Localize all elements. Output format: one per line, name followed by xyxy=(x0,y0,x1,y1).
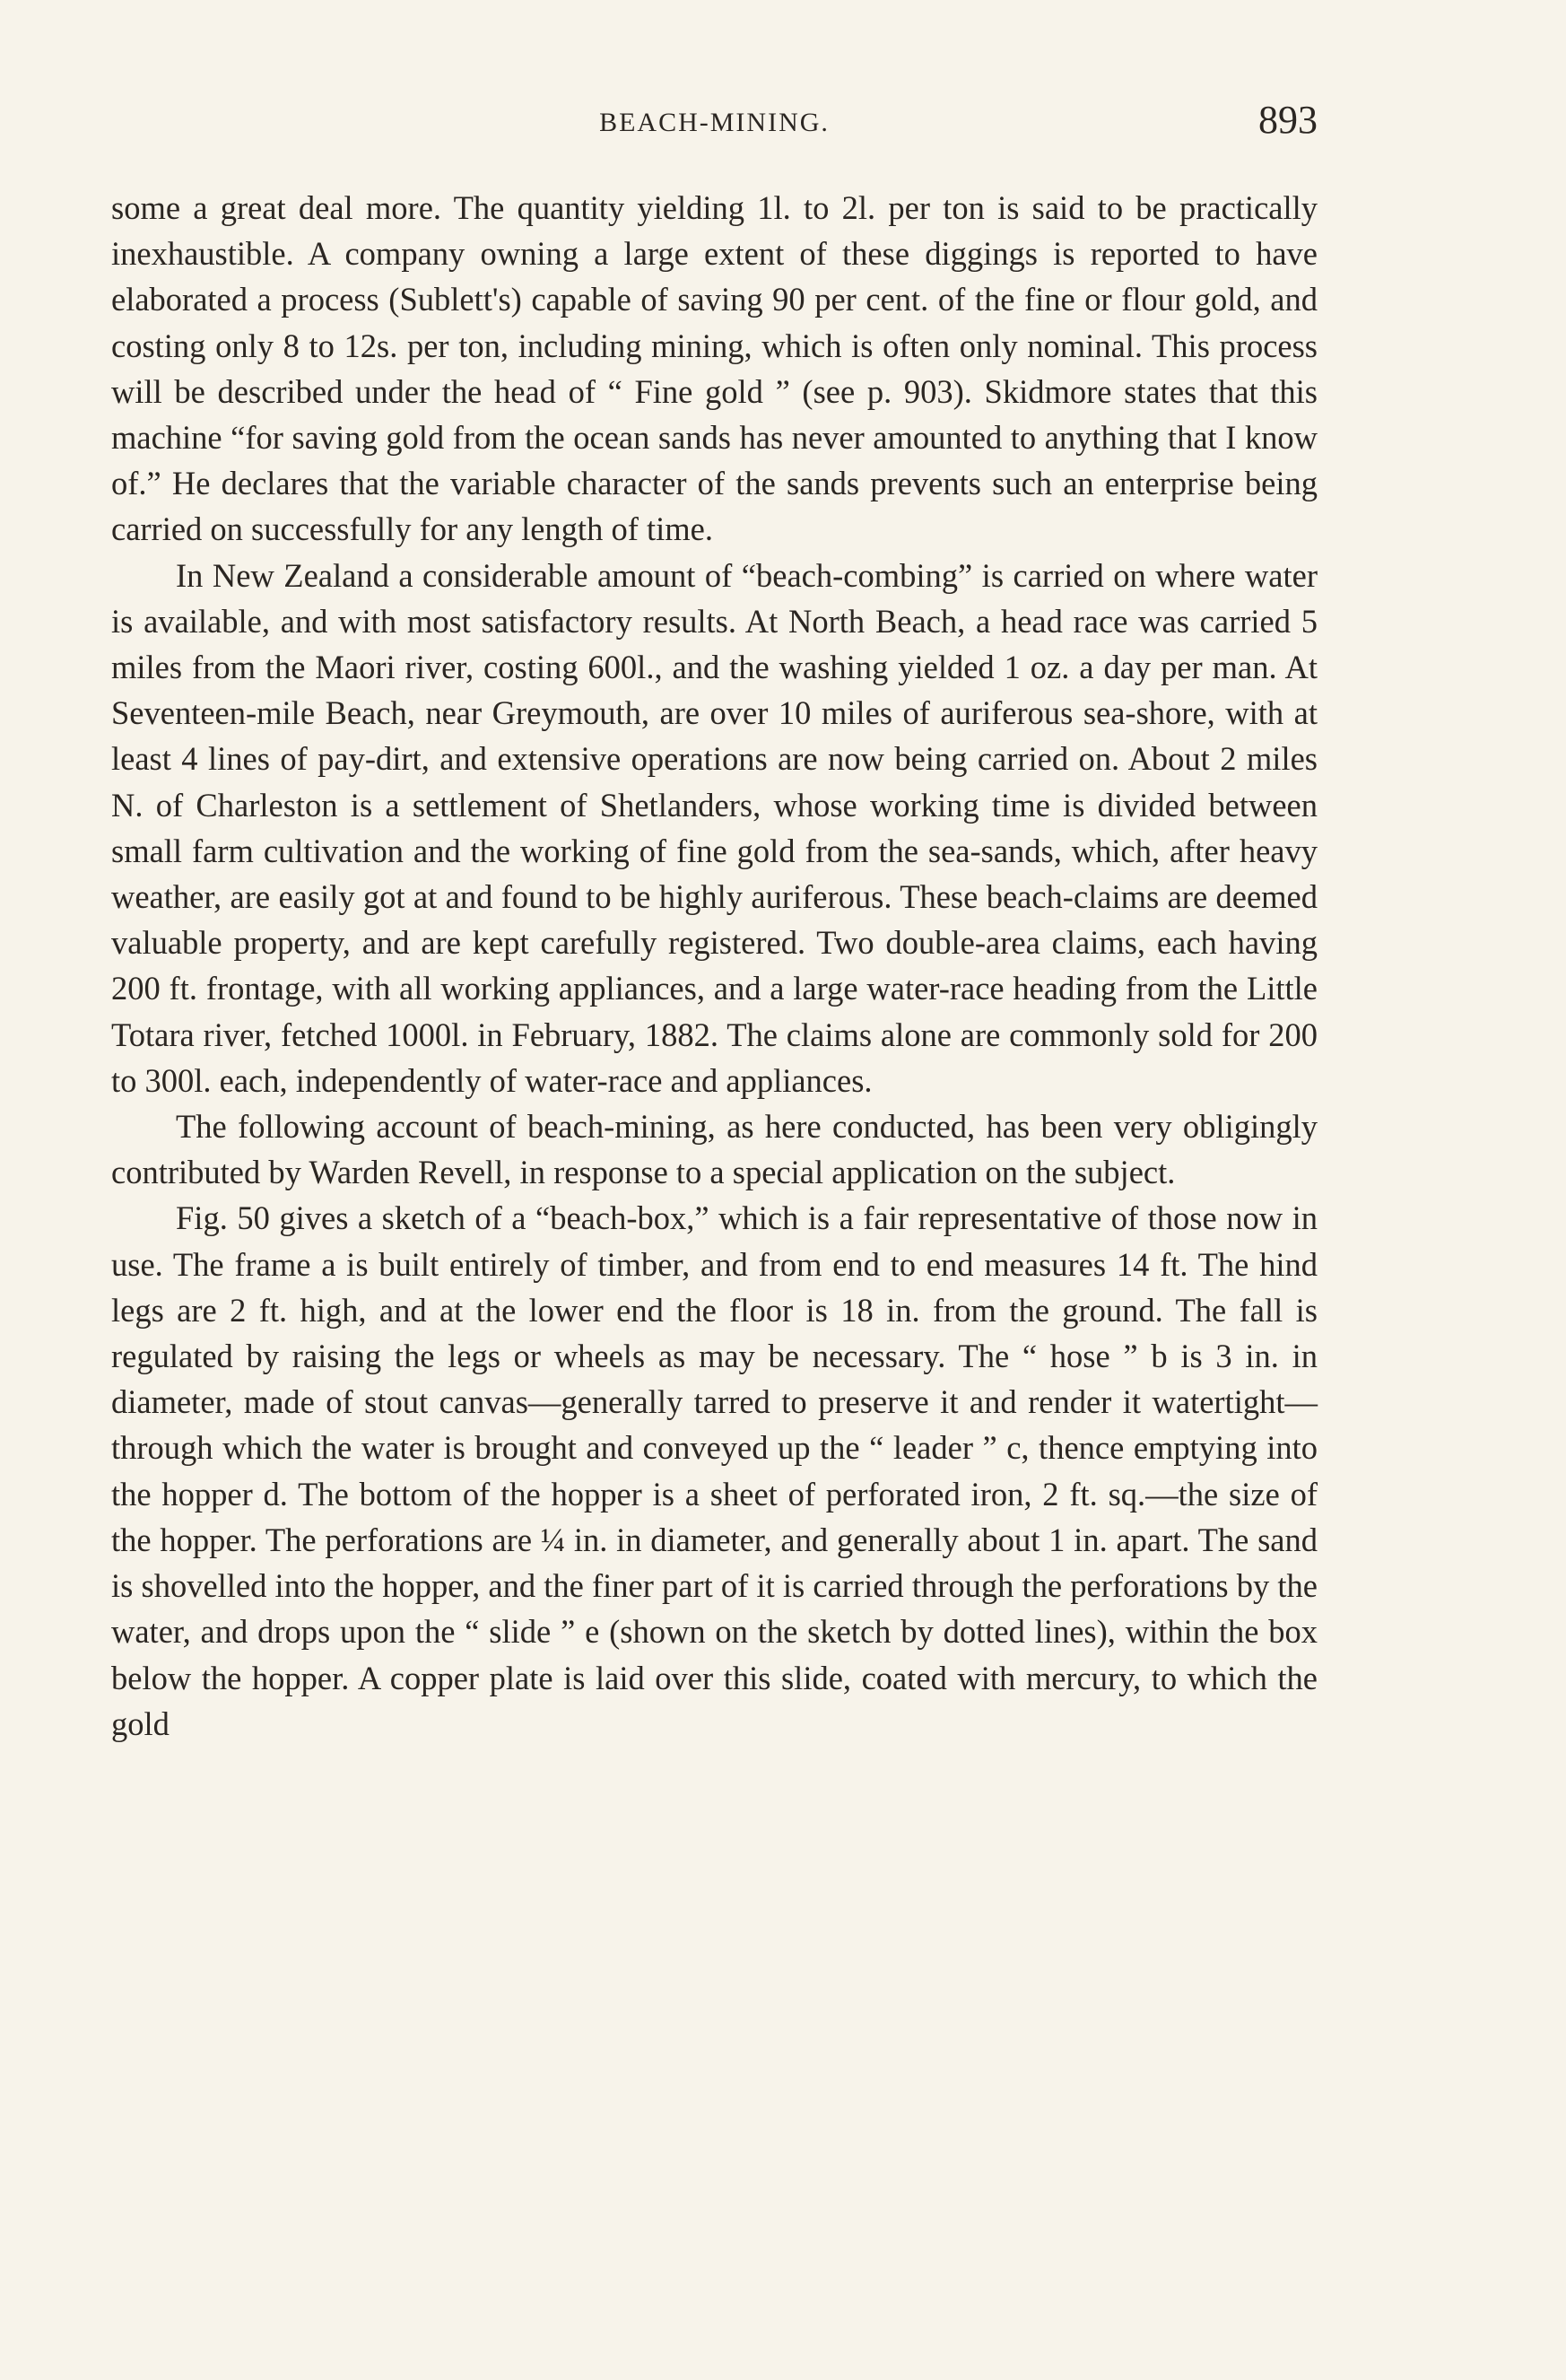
paragraph-continuation: some a great deal more. The quantity yielding 1l. to 2l. per ton is said to be practically inexhaustible. A company owning a large extent of these diggings is reported to have elaborated a process (Sublett's) capable of saving 90 per cent. of the fine or flour gold, and costing only 8 to 12s. per ton, including mining, which is often only nominal. This process will be described under the head of “ Fine gold ” (see p. 903). Skidmore states that this machine “for saving gold from the ocean sands has never amounted to anything that I know of.” He declares that the variable character of the sands prevents such an enterprise being carried on successfully for any length of time. xyxy=(111,189,1318,548)
body-text xyxy=(111,185,1318,1747)
page-number: 893 xyxy=(1258,98,1318,142)
running-head xyxy=(111,97,1318,151)
paragraph-warden-revell: The following account of beach-mining, as here conducted, has been very obligingly contributed by Warden Revell, in response to a special application on the subject. xyxy=(111,1108,1318,1191)
running-title: BEACH-MINING. xyxy=(599,108,830,137)
paragraph-new-zealand: In New Zealand a considerable amount of “beach-combing” is carried on where water is available, and with most satisfactory results. At North Beach, a head race was carried 5 miles from the Maori river, costing 600l., and the washing yielded 1 oz. a day per man. At Seventeen-mile Beach, near Greymouth, are over 10 miles of auriferous sea-shore, with at least 4 lines of pay-dirt, and extensive operations are now being carried on. About 2 miles N. of Charleston is a settlement of Shetlanders, whose working time is divided between small farm cultivation and the working of fine gold from the sea-sands, which, after heavy weather, are easily got at and found to be highly auriferous. These beach-claims are deemed valuable property, and are kept carefully registered. Two double-area claims, each having 200 ft. frontage, with all working appliances, and a large water-race heading from the Little Totara river, fetched 1000l. in February, 1882. The claims alone are commonly sold for 200 to 300l. each, independently of water-race and appliances. xyxy=(111,556,1318,1099)
paragraph-beach-box: Fig. 50 gives a sketch of a “beach-box,” which is a fair representative of those now in use. The frame a is built entirely of timber, and from end to end measures 14 ft. The hind legs are 2 ft. high, and at the lower end the floor is 18 in. from the ground. The fall is regulated by raising the legs or wheels as may be necessary. The “ hose ” b is 3 in. in diameter, made of stout canvas—generally tarred to preserve it and render it watertight—through which the water is brought and conveyed up the “ leader ” c, thence emptying into the hopper d. The bottom of the hopper is a sheet of perforated iron, 2 ft. sq.—the size of the hopper. The perforations are ¼ in. in diameter, and generally about 1 in. apart. The sand is shovelled into the hopper, and the finer part of it is carried through the perforations by the water, and drops upon the “ slide ” e (shown on the sketch by dotted lines), within the box below the hopper. A copper plate is laid over this slide, coated with mercury, to which the gold xyxy=(111,1199,1318,1742)
